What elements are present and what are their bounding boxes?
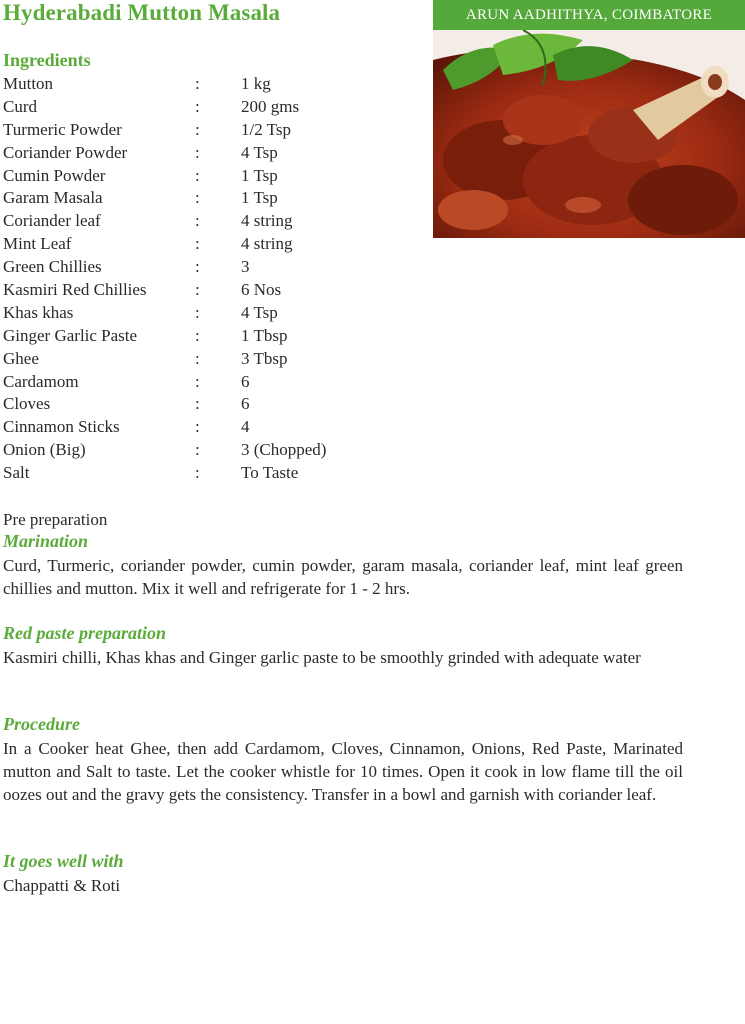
ingredient-separator: : xyxy=(195,142,200,162)
pre-preparation-label: Pre preparation xyxy=(3,510,108,529)
ingredient-separator: : xyxy=(195,96,200,116)
recipe-title: Hyderabadi Mutton Masala xyxy=(3,0,281,25)
goes-well-with-heading: It goes well with xyxy=(3,851,124,871)
ingredient-name: Cloves xyxy=(3,394,51,414)
ingredient-separator: : xyxy=(195,74,200,93)
list-item xyxy=(3,415,403,438)
list-item xyxy=(3,164,403,187)
dish-photo xyxy=(433,30,745,238)
list-item xyxy=(3,72,403,95)
ingredient-name: Cumin Powder xyxy=(3,165,106,185)
ingredient-quantity: 3 (Chopped) xyxy=(241,440,327,460)
ingredient-quantity: 6 xyxy=(241,394,250,414)
ingredient-name: Curd xyxy=(3,96,37,116)
ingredient-name: Cinnamon Sticks xyxy=(3,417,120,437)
ingredient-quantity: 4 Tsp xyxy=(241,302,278,322)
ingredient-name: Kasmiri Red Chillies xyxy=(3,280,147,300)
red-paste-heading: Red paste preparation xyxy=(3,623,167,643)
ingredient-separator: : xyxy=(195,257,200,277)
ingredients-heading: Ingredients xyxy=(3,50,91,70)
ingredient-name: Cardamom xyxy=(3,371,79,391)
list-item xyxy=(3,209,403,232)
ingredient-quantity: 4 string xyxy=(241,211,293,231)
ingredient-separator: : xyxy=(195,280,200,300)
ingredient-quantity: 4 Tsp xyxy=(241,142,278,162)
procedure-text: In a Cooker heat Ghee, then add Cardamom, Cloves, Cinnamon, Onions, Red Paste, Marinated mutton and Salt to taste. Let the cooker whistle for 10 times. Open it cook in low flame till the oil oozes out and the gravy gets the consistency. Transfer in a bowl and garnish with coriander leaf. xyxy=(3,739,683,804)
ingredient-quantity: 1 Tbsp xyxy=(241,325,288,345)
ingredient-name: Garam Masala xyxy=(3,188,103,208)
list-item xyxy=(3,278,403,301)
ingredient-quantity: 1 Tsp xyxy=(241,188,278,208)
author-name: ARUN AADHITHYA, COIMBATORE xyxy=(465,6,713,23)
ingredient-separator: : xyxy=(195,234,200,254)
ingredient-quantity: 1 kg xyxy=(241,74,271,93)
ingredient-quantity: 200 gms xyxy=(241,96,300,116)
ingredients-list xyxy=(3,72,403,484)
marination-text: Curd, Turmeric, coriander powder, cumin powder, garam masala, coriander leaf, mint leaf green chillies and mutton. Mix it well and refrigerate for 1 - 2 hrs. xyxy=(3,556,683,598)
ingredient-quantity: 1/2 Tsp xyxy=(241,119,291,139)
ingredient-name: Khas khas xyxy=(3,302,74,322)
ingredient-name: Coriander Powder xyxy=(3,142,128,162)
ingredient-quantity: 1 Tsp xyxy=(241,165,278,185)
ingredient-name: Green Chillies xyxy=(3,257,102,277)
list-item xyxy=(3,370,403,393)
ingredient-quantity: 3 Tbsp xyxy=(241,348,288,368)
ingredient-separator: : xyxy=(195,371,200,391)
ingredient-separator: : xyxy=(195,463,200,483)
ingredient-quantity: 3 xyxy=(241,257,250,277)
ingredient-separator: : xyxy=(195,348,200,368)
mutton-masala-photo-icon xyxy=(433,30,745,238)
procedure-heading: Procedure xyxy=(3,714,80,734)
ingredient-separator: : xyxy=(195,211,200,231)
ingredient-quantity: 6 Nos xyxy=(241,280,282,300)
ingredient-name: Turmeric Powder xyxy=(3,119,122,139)
ingredient-separator: : xyxy=(195,417,200,437)
ingredient-name: Ghee xyxy=(3,348,39,368)
ingredient-separator: : xyxy=(195,325,200,345)
author-banner xyxy=(433,0,745,30)
list-item xyxy=(3,461,403,484)
ingredient-name: Salt xyxy=(3,463,30,483)
goes-well-with-text: Chappatti & Roti xyxy=(3,876,121,895)
list-item xyxy=(3,95,403,118)
list-item xyxy=(3,141,403,164)
ingredient-separator: : xyxy=(195,165,200,185)
list-item xyxy=(3,255,403,278)
list-item xyxy=(3,324,403,347)
ingredient-name: Mutton xyxy=(3,74,54,93)
ingredient-name: Mint Leaf xyxy=(3,234,72,254)
ingredient-name: Onion (Big) xyxy=(3,440,86,460)
list-item xyxy=(3,392,403,415)
list-item xyxy=(3,186,403,209)
ingredient-separator: : xyxy=(195,119,200,139)
ingredient-name: Ginger Garlic Paste xyxy=(3,325,138,345)
ingredient-quantity: 4 string xyxy=(241,234,293,254)
list-item xyxy=(3,347,403,370)
list-item xyxy=(3,232,403,255)
list-item xyxy=(3,301,403,324)
red-paste-text: Kasmiri chilli, Khas khas and Ginger garlic paste to be smoothly grinded with adequate water xyxy=(3,648,641,667)
list-item xyxy=(3,438,403,461)
ingredient-separator: : xyxy=(195,302,200,322)
marination-heading: Marination xyxy=(3,531,89,551)
ingredient-name: Coriander leaf xyxy=(3,211,101,231)
ingredient-separator: : xyxy=(195,440,200,460)
list-item xyxy=(3,118,403,141)
ingredient-quantity: 6 xyxy=(241,371,250,391)
ingredient-quantity: To Taste xyxy=(241,463,299,483)
ingredient-quantity: 4 xyxy=(241,417,250,437)
ingredient-separator: : xyxy=(195,394,200,414)
ingredient-separator: : xyxy=(195,188,200,208)
